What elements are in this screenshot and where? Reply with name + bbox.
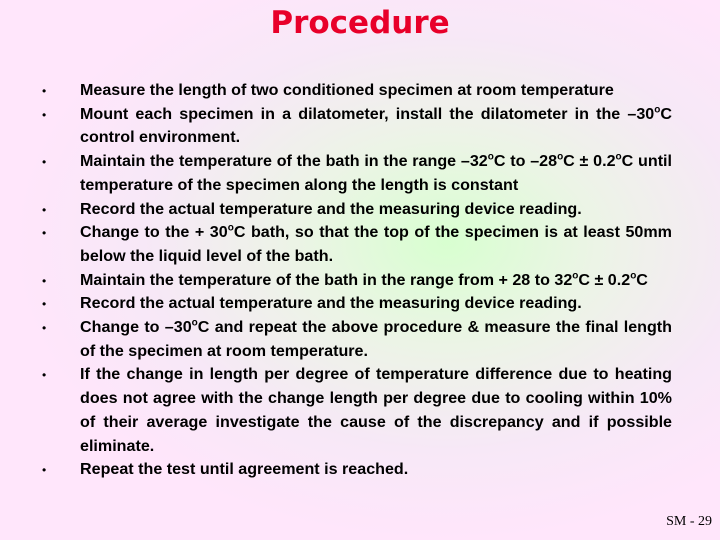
- bullet-icon: •: [42, 273, 47, 288]
- bullet-icon: •: [42, 202, 47, 217]
- procedure-step-1: [0, 79, 720, 103]
- step-text: Mount each specimen in a dilatometer, install the dilatometer in the –30$^o$C control environment.: [80, 104, 672, 147]
- step-text: Maintain the temperature of the bath in the range from + 28 to $32^oC \pm 0.2^oC$: [80, 270, 648, 289]
- slide-title: Procedure: [270, 5, 450, 41]
- bullet-icon: •: [42, 297, 47, 312]
- procedure-step-2: [0, 103, 720, 150]
- procedure-steps-list: [0, 79, 720, 482]
- procedure-step-5: [0, 221, 720, 268]
- bullet-icon: •: [42, 107, 47, 122]
- step-text: Maintain the temperature of the bath in the range –32$^o$C to $-28^oC \pm 0.2^oC$ until temperature of the specimen along the length is constant: [80, 151, 672, 194]
- procedure-step-8: [0, 316, 720, 363]
- bullet-icon: •: [42, 463, 47, 478]
- step-text: If the change in length per degree of temperature difference due to heating does not agree with the change length per degree due to cooling within 10% of their average investigate the cause of the discrepancy and if possible eliminate.: [80, 365, 672, 455]
- procedure-step-3: [0, 150, 720, 197]
- step-text: Change to –30$^o$C and repeat the above procedure & measure the final length of the specimen at room temperature.: [80, 317, 672, 360]
- bullet-icon: •: [42, 321, 47, 336]
- bullet-icon: •: [42, 226, 47, 241]
- procedure-step-7: [0, 292, 720, 316]
- procedure-step-6: [0, 269, 720, 293]
- procedure-step-4: [0, 198, 720, 222]
- bullet-icon: •: [42, 84, 47, 98]
- bullet-icon: •: [42, 155, 47, 170]
- step-text: Record the actual temperature and the measuring device reading.: [80, 199, 582, 218]
- procedure-step-10: [0, 458, 720, 482]
- bullet-icon: •: [42, 368, 47, 383]
- step-text: Repeat the test until agreement is reached.: [80, 460, 409, 479]
- step-text: Change to the + $30^oC$ bath, so that the top of the specimen is at least 50mm below the liquid level of the bath.: [80, 222, 672, 265]
- page-number: SM - 29: [666, 514, 712, 529]
- step-text: Record the actual temperature and the measuring device reading.: [80, 294, 582, 313]
- procedure-step-9: [0, 363, 720, 458]
- step-text: Measure the length of two conditioned specimen at room temperature: [80, 81, 614, 99]
